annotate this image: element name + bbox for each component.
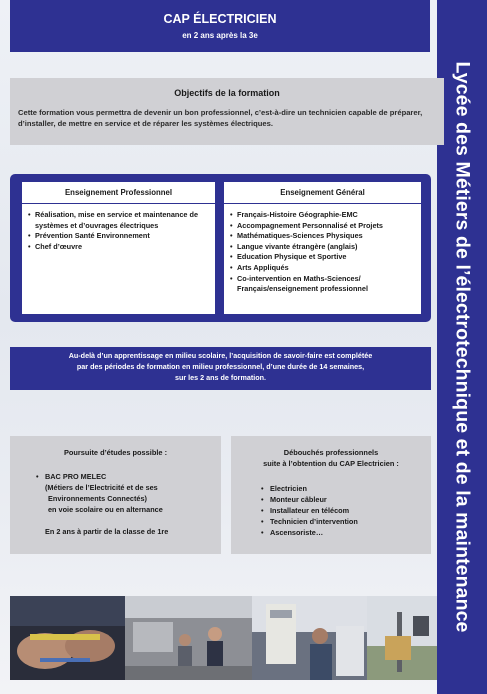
alternance-banner [10,347,431,390]
photo-workshop-class [125,596,252,680]
list-item: • Langue vivante étrangère (anglais) [230,242,417,253]
studies-detail: (Métiers de l’Electricité et de ses [45,483,158,492]
page-title: CAP ÉLECTRICIEN [163,12,277,26]
further-studies-title: Poursuite d’études possible : [63,448,168,457]
alternance-line: par des périodes de formation en milieu professionnel, d’une durée de 14 semaines, [76,362,365,371]
list-item: • Réalisation, mise en service et maintenance de systèmes et d’ouvrages électriques [28,210,211,231]
list-item: • Ascensoriste… [261,527,431,538]
studies-detail: en voie scolaire ou en alternance [48,505,163,514]
studies-note: En 2 ans à partir de la classe de 1re [45,527,169,536]
list-item: • Mathématiques-Sciences Physiques [230,231,417,242]
photo-hands-wiring [10,596,125,680]
side-title: Lycée des Métiers de l’électrotechnique et de la maintenance [451,61,474,633]
professional-teaching-box [22,182,215,314]
careers-title: Débouchés professionnels [283,448,379,457]
careers-box [231,436,431,554]
list-item: • Français-Histoire Géographie-EMC [230,210,417,221]
objectives-text: Cette formation vous permettra de devenir un bon professionnel, c’est-à-dire un technicien capable de préparer, d’installer, de mettre en service et de réparer les systèmes électriques. [18,108,423,128]
careers-subtitle: suite à l’obtention du CAP Electricien : [263,459,399,468]
list-item: • Electricien [261,483,431,494]
further-studies-box [10,436,221,554]
objectives-box [10,78,444,145]
professional-teaching-list [22,204,215,252]
general-teaching-list [224,204,421,295]
general-teaching-title: Enseignement Général [224,182,421,204]
list-item: • Technicien d’intervention [261,516,431,527]
list-item: • Chef d’œuvre [28,242,211,253]
photo-strip [10,596,437,680]
alternance-line: sur les 2 ans de formation. [174,373,267,382]
general-teaching-box [224,182,421,314]
teaching-frame [10,174,431,322]
photo-student-panel [252,596,367,680]
list-item: • Installateur en télécom [261,505,431,516]
list-item: • BAC PRO MELEC [36,471,221,482]
objectives-title: Objectifs de la formation [174,88,280,98]
list-item: • Monteur câbleur [261,494,431,505]
list-item: • Accompagnement Personnalisé et Projets [230,221,417,232]
list-item: • Co-intervention en Maths-Sciences/ Français/enseignement professionnel [230,274,417,295]
list-item: • Arts Appliqués [230,263,417,274]
list-item: • Education Physique et Sportive [230,252,417,263]
header-banner [10,0,430,52]
further-studies-list [10,471,221,482]
studies-detail: Environnements Connectés) [48,494,147,503]
photo-outdoor-installation [367,596,437,680]
alternance-line: Au-delà d’un apprentissage en milieu scolaire, l’acquisition de savoir-faire est complétée [68,351,373,360]
list-item: • Prévention Santé Environnement [28,231,211,242]
page-subtitle: en 2 ans après la 3e [182,31,258,40]
professional-teaching-title: Enseignement Professionnel [22,182,215,204]
careers-list [231,483,431,538]
